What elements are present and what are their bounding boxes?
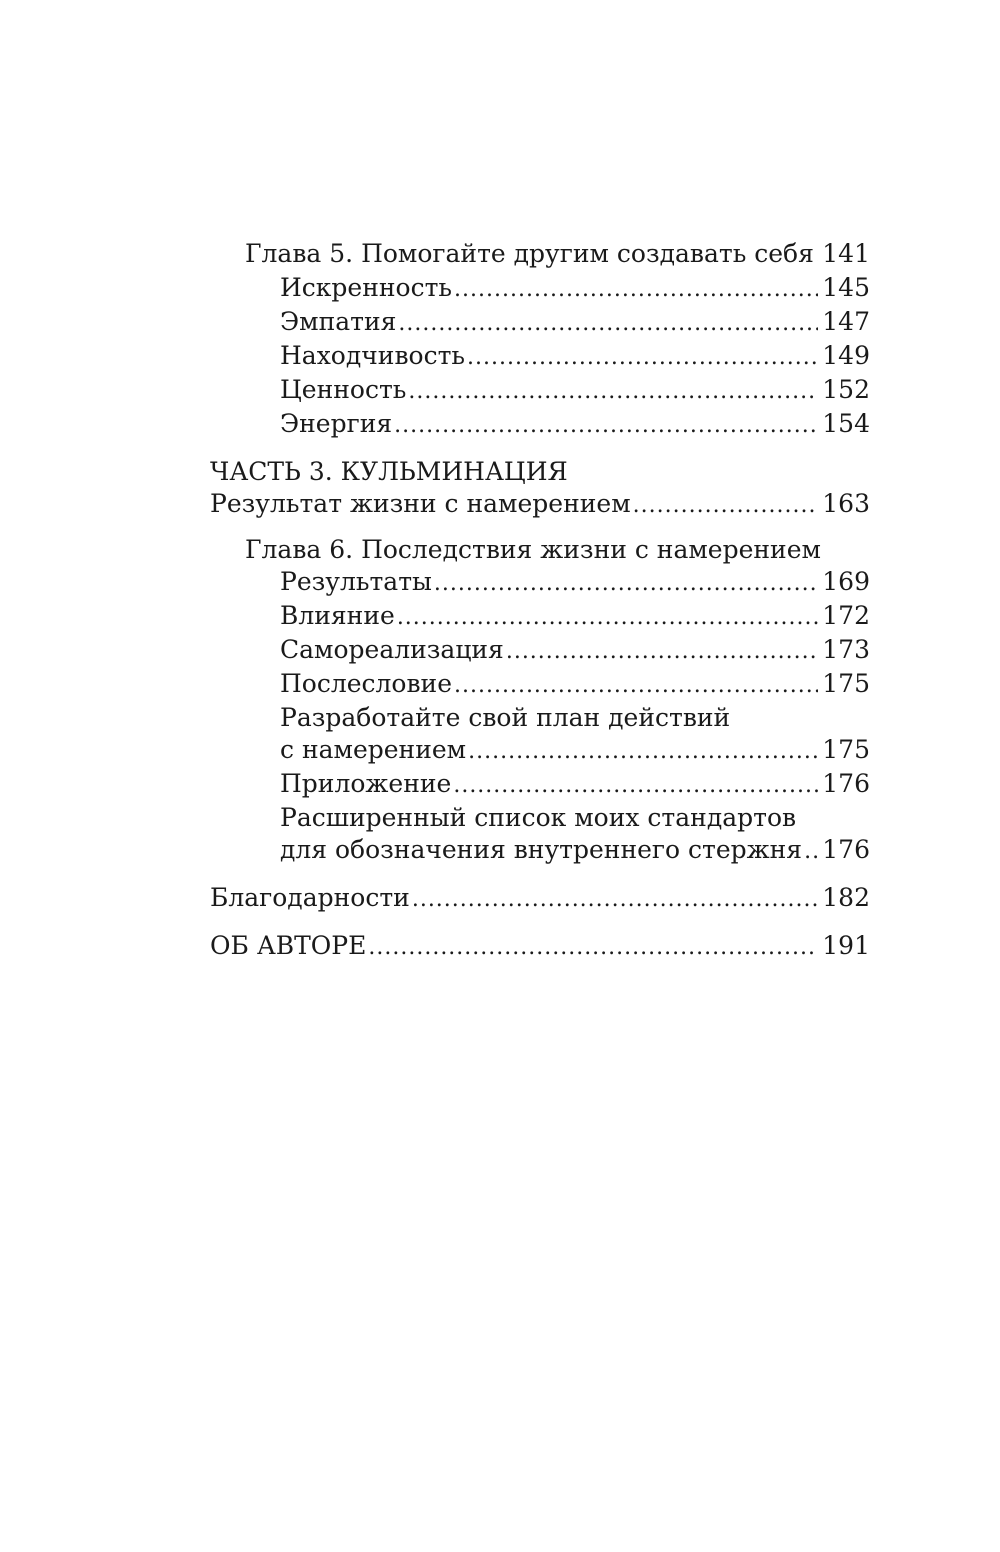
toc-entry-title: Послесловие xyxy=(280,669,452,698)
toc-entry-standards xyxy=(210,834,870,868)
toc-entry-title: Ценность xyxy=(280,375,407,404)
toc-entry-page: 175 xyxy=(822,735,870,764)
toc-entry xyxy=(210,340,870,374)
dot-leader xyxy=(467,342,818,374)
toc-entry-title: Находчивость xyxy=(280,341,466,370)
toc-entry xyxy=(210,566,870,600)
toc-entry-page: 176 xyxy=(822,769,870,798)
toc-entry-page: 172 xyxy=(822,601,870,630)
dot-leader xyxy=(454,274,818,306)
toc-entry-thanks xyxy=(210,882,870,916)
toc-entry-title: Энергия xyxy=(280,409,393,438)
toc-entry-title: Искренность xyxy=(280,273,453,302)
toc-entry-page: 182 xyxy=(822,883,870,912)
chapter6-heading: Глава 6. Последствия жизни с намерением xyxy=(245,535,821,564)
toc-entry-title: для обозначения внутреннего стержня xyxy=(280,835,803,864)
dot-leader xyxy=(506,636,818,668)
dot-leader xyxy=(397,602,818,634)
toc-entry xyxy=(210,634,870,668)
toc-entry-page: 152 xyxy=(822,375,870,404)
toc-entry-title: Результаты xyxy=(280,567,432,596)
dot-leader xyxy=(394,410,818,442)
toc-entry-page: 176 xyxy=(822,835,870,864)
toc-entry-about xyxy=(210,930,870,964)
toc-entry-title: Самореализация xyxy=(280,635,504,664)
table-of-contents xyxy=(210,238,870,964)
dot-leader xyxy=(454,670,818,702)
toc-entry xyxy=(210,306,870,340)
toc-entry-page: 141 xyxy=(822,239,870,268)
toc-entry-chapter5 xyxy=(210,238,870,272)
dot-leader xyxy=(453,770,818,802)
part-heading: ЧАСТЬ 3. КУЛЬМИНАЦИЯ xyxy=(210,457,568,486)
toc-entry-page: 169 xyxy=(822,567,870,596)
dot-leader xyxy=(468,736,818,768)
toc-entry-title: с намерением xyxy=(280,735,467,764)
toc-entry-title: Результат жизни с намерением xyxy=(210,489,631,518)
toc-entry-plan xyxy=(210,734,870,768)
toc-entry-page: 154 xyxy=(822,409,870,438)
toc-entry xyxy=(210,668,870,702)
toc-entry-page: 191 xyxy=(822,931,870,960)
toc-entry-page: 163 xyxy=(822,489,870,518)
toc-entry-title-line1: Разработайте свой план действий xyxy=(280,703,731,732)
toc-entry-page: 145 xyxy=(822,273,870,302)
toc-entry-title: Приложение xyxy=(280,769,452,798)
dot-leader xyxy=(412,884,818,916)
dot-leader xyxy=(398,308,818,340)
toc-entry-title: Глава 5. Помогайте другим создавать себя xyxy=(245,239,814,268)
toc-entry xyxy=(210,374,870,408)
dot-leader xyxy=(816,240,818,272)
dot-leader xyxy=(633,490,819,522)
toc-entry-page: 149 xyxy=(822,341,870,370)
toc-entry-title: Благодарности xyxy=(210,883,410,912)
toc-entry xyxy=(210,600,870,634)
dot-leader xyxy=(434,568,818,600)
toc-entry-page: 147 xyxy=(822,307,870,336)
toc-entry-title: ОБ АВТОРЕ xyxy=(210,931,367,960)
toc-entry-title: Эмпатия xyxy=(280,307,397,336)
toc-entry xyxy=(210,272,870,306)
toc-entry-title: Влияние xyxy=(280,601,395,630)
dot-leader xyxy=(804,836,818,868)
toc-entry-title-line1: Расширенный список моих стандартов xyxy=(280,803,797,832)
toc-entry xyxy=(210,408,870,442)
toc-entry-page: 175 xyxy=(822,669,870,698)
dot-leader xyxy=(408,376,818,408)
dot-leader xyxy=(368,932,818,964)
toc-entry-page: 173 xyxy=(822,635,870,664)
toc-entry-appendix xyxy=(210,768,870,802)
toc-entry-part3-result xyxy=(210,488,870,522)
